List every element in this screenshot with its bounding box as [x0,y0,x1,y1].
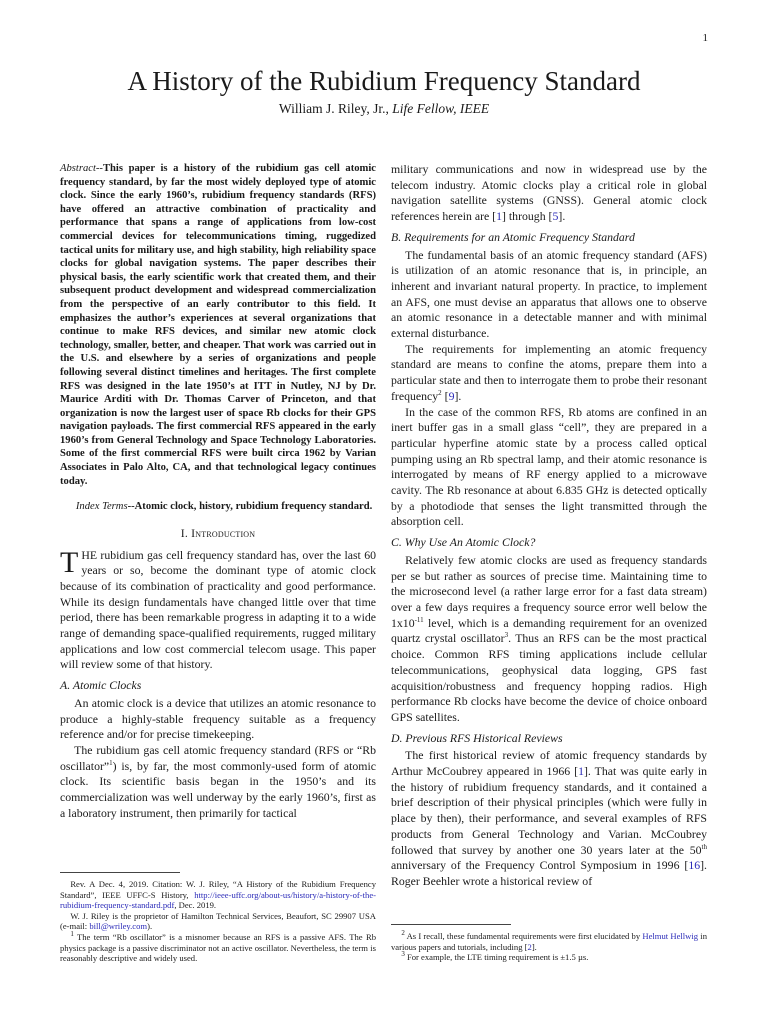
text-span: As I recall, these fundamental requirements were first elucidated by [404,931,643,941]
atomic-clocks-paragraph-2 [60,743,376,822]
citation-link[interactable]: 1 [496,209,503,224]
exponent: -11 [414,615,424,624]
drop-cap: T [60,545,79,579]
citation-link[interactable]: 2 [527,941,532,952]
footnote-1 [60,932,376,964]
revision-footnote [60,879,376,911]
intro-paragraph [60,545,376,674]
text-span: . Thus an RFS can be the most practical choice. Common RFS timing applications include cellular telecommunications, geophysical data logging, GPS fast acquisition/robustness and frequency hopping radios. High performance Rb clocks have become the device of choice onboard GPS satellites. [391,631,708,724]
footnote-rule [391,924,511,925]
page-number: 1 [702,32,708,44]
footnote-marker: 3 [401,950,405,959]
right-column [391,162,707,890]
text-span: [ [441,388,449,403]
left-column [60,162,376,822]
author-line [0,101,768,117]
text-span: ). [147,921,153,932]
text-span: anniversary of the Frequency Control Symposium in 1996 [ [391,858,689,873]
section-number: I. [180,525,192,540]
text-span: Relatively few atomic clocks are used as frequency standards per se but rather as sources of precise time. Maintaining time to the microsecond level (a rather large error for a fast data stream) over a few days requires a frequency source error well below the 1x10 [391,552,707,630]
text-span: military communications and now in widespread use by the telecom industry. Atomic clocks play a critical role in global navigation satellite systems (GNSS). General atomic clock references herein are [ [391,162,707,224]
subsection-heading-why-atomic-clock: C. Why Use An Atomic Clock? [391,535,536,550]
subsection-heading-requirements: B. Requirements for an Atomic Frequency Standard [391,229,635,244]
text-span: level, which is a demanding requirement for an ovenized quartz crystal oscillator [391,615,707,646]
intro-text: HE rubidium gas cell frequency standard has, over the last 60 years or so, become the dominant type of atomic clock because of its combination of practicality and good performance. While its design fundamentals have changed little over that time period, there has been remarkable progress in adapting it to a wide range of demanding space-qualified requirements, rugged military applications and low cost commercial telecom usage. This paper will review some of that history. [60,547,376,672]
subsection-heading-previous-reviews: D. Previous RFS Historical Reviews [391,730,563,745]
section-title: Introduction [191,525,256,540]
footnote-2 [391,931,707,952]
paper-title: A History of the Rubidium Frequency Standard [127,66,641,96]
index-terms [60,500,376,514]
continued-paragraph [391,162,707,225]
text-span: ) is, by far, the most commonly-used form of atomic clock. Its scientific basis began in the 1950’s and its commercialization was well underway by the early 1960’s, first as a laboratory instrument, then primarily for tactical [60,758,376,820]
text-span: The requirements for implementing an atomic frequency standard are means to confine the atoms, prepare them into a particular state and then to interrogate them to probe their resonant frequency [391,341,707,403]
abstract-label: Abstract-- [60,163,103,174]
text-span: W. J. Riley is the proprietor of Hamilton Technical Services, Beaufort, SC 29907 USA (e-mail: [60,910,376,932]
text-span: ]. [454,388,462,403]
why-atomic-clock-paragraph [391,553,707,726]
section-heading-introduction [60,526,376,542]
ordinal-suffix: th [701,842,707,851]
text-span: For example, the LTE timing requirement is ±1.5 µs. [404,952,589,963]
text-span: The first historical review of atomic frequency standards by Arthur McCoubrey appeared in 1966 [ [391,748,707,779]
email-link[interactable]: bill@wriley.com [89,921,148,932]
hellwig-link[interactable]: Helmut Hellwig [642,931,699,941]
footnote-marker: 3 [504,631,509,640]
citation-link[interactable]: 1 [578,764,584,779]
subsection-heading-atomic-clocks: A. Atomic Clocks [60,678,142,693]
history-url-link[interactable]: http://ieee-uffc.org/about-us/history/a-history-of-the-rubidium-frequency-standard.pdf [60,889,376,911]
index-terms-label: Index Terms [75,501,128,513]
citation-link[interactable]: 9 [448,388,455,403]
text-span: ]. [558,209,566,224]
text-span: ]. Roger Beehler wrote a historical review of [391,858,707,888]
previous-reviews-paragraph [391,748,707,889]
atomic-clocks-paragraph-1: An atomic clock is a device that utilizes an atomic resonance to produce a highly-stable frequency suitable as a frequency reference and/or for precise timekeeping. [60,695,376,742]
text-span: The rubidium gas cell atomic frequency standard (RFS or “Rb oscillator” [60,742,376,773]
author-footnote [60,911,376,932]
footnote-marker: 1 [109,758,113,767]
footnote-marker: 1 [70,930,74,939]
footnote-3 [391,952,707,963]
citation-link[interactable]: 5 [552,209,559,224]
footnote-marker: 2 [438,388,442,397]
requirements-paragraph-1: The fundamental basis of an atomic frequency standard (AFS) is utilization of an atomic resonance that is, in principle, an inherent and invariant natural property. In practice, to implement an AFS, one must devise an apparatus that allows one to observe an atomic resonance in a detectable manner and with minimal external disturbance. [391,247,707,341]
text-span: The term “Rb oscillator” is a misnomer because an RFS is a passive AFS. The Rb physics package is a passive discriminator not an active oscillator. Nevertheless, the term is reasonably descriptive and widely used. [60,931,376,964]
abstract [60,162,376,488]
requirements-paragraph-2 [391,342,707,405]
author-affiliation: Life Fellow, IEEE [392,101,490,116]
footnote-rule [60,872,180,873]
text-span: ]. That was quite early in the history of rubidium frequency standards, and it contained a brief description of their physical principles (which were fully in place by then), their performance, and several examples of RFS products from General Technology and Varian. McCoubrey followed that survey by another one 30 years later at the 50 [391,764,707,857]
text-span: Rev. A Dec. 4, 2019. Citation: W. J. Riley, “A History of the Rubidium Frequency Standard”, IEEE UFFC-S History, [60,879,376,900]
index-terms-text: --Atomic clock, history, rubidium frequency standard. [127,501,373,513]
text-span: ]. [531,941,537,952]
right-footnotes [391,914,707,963]
left-footnotes [60,862,376,964]
citation-link[interactable]: 16 [688,858,701,873]
requirements-paragraph-3: In the case of the common RFS, Rb atoms are confined in an inert buffer gas in a small glass “cell”, they are prepared in a particular hyperfine atomic state by a process called optical pumping using an Rb spectral lamp, and their atomic resonance is interrogated by means of RF energy applied to a microwave cavity. The Rb resonance at about 6.835 GHz is detected optically by a photodiode that senses the light transmitted through the absorption cell. [391,404,707,529]
footnote-marker: 2 [401,929,405,938]
author-name: William J. Riley, Jr., [278,101,393,116]
abstract-text: This paper is a history of the rubidium gas cell atomic frequency standard, by far the most widely deployed type of atomic clock. Since the early 1960’s, rubidium frequency standards (RFS) have offered an attractive combination of practicality and performance that spans a range of applications from low-cost commercial devices for telecommunications timing, ruggedized tactical units for military use, and high stability, high reliability space clocks for global navigation systems. The paper describes their physical basis, the early scientific work that created them, and their subsequent product development and widespread commercialization from the perspective of an early contributor to this field. It emphasizes the author’s experiences at several organizations that continue to make RFS devices, and similar new atomic clock technology, smaller, better, and cheaper. That work was carried out in the U.S. and elsewhere by a series of organizations and people following several distinct timelines and heritages. The first complete RFS was designed in the late 1950’s at ITT in Nutley, NJ by Dr. Maurice Arditi with Dr. Thomas Carver of Princeton, and that organization is now the largest user of space Rb clocks for their GPS navigation payloads. The first commercial RFS appeared in the early 1960’s from General Technology and Space Technology Laboratories. Some of the first commercial RFS were built circa 1962 by Varian Associates in Palo Alto, CA, and that technological legacy continues today. [60,163,376,487]
text-span: in various papers and tutorials, including [ [391,931,707,952]
text-span: , Dec. 2019. [174,900,217,911]
text-span: ] through [ [502,209,553,224]
